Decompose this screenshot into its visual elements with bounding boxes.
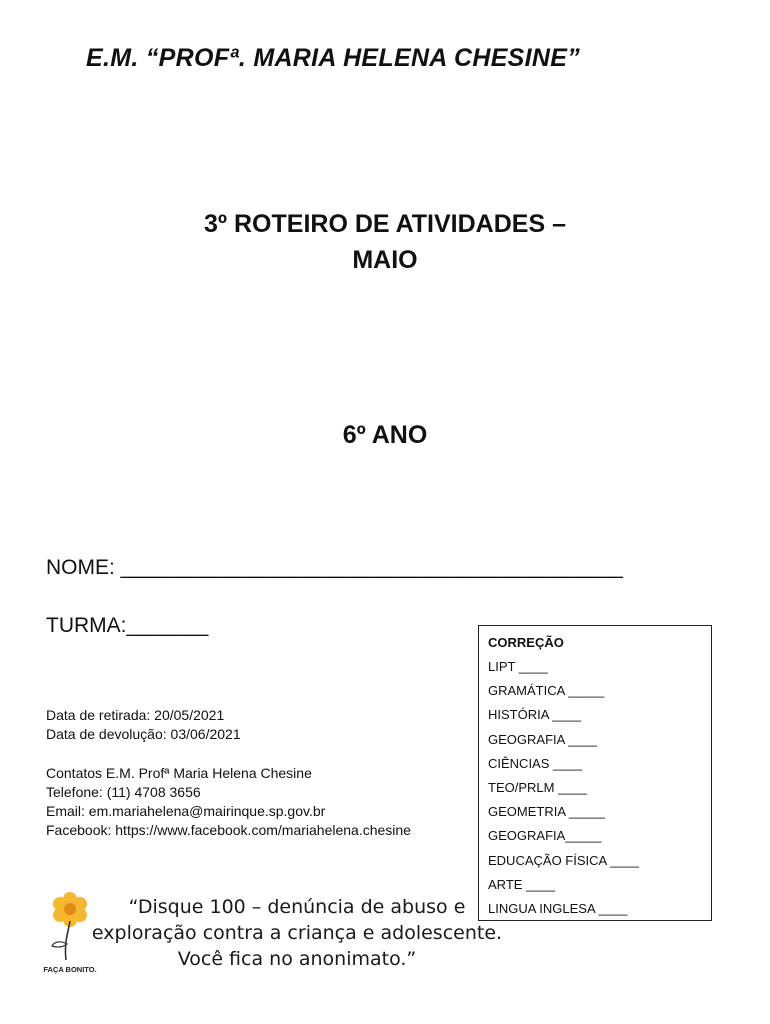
correction-item: ARTE ____ bbox=[488, 876, 555, 892]
contact-phone: Telefone: (11) 4708 3656 bbox=[46, 784, 201, 800]
quote-line2: exploração contra a criança e adolescente. bbox=[91, 922, 503, 944]
contacts-heading: Contatos E.M. Profª Maria Helena Chesine bbox=[46, 765, 312, 781]
correction-item: EDUCAÇÃO FÍSICA ____ bbox=[488, 852, 639, 868]
return-date: Data de devolução: 03/06/2021 bbox=[46, 726, 241, 742]
correction-box bbox=[478, 625, 712, 921]
contact-facebook: Facebook: https://www.facebook.com/mariahelena.chesine bbox=[46, 822, 411, 838]
correction-item: GEOGRAFIA_____ bbox=[488, 828, 602, 844]
correction-item: TEO/PRLM ____ bbox=[488, 779, 587, 795]
correction-item: GRAMÁTICA _____ bbox=[488, 683, 605, 699]
correction-item: CIÊNCIAS ____ bbox=[488, 755, 582, 771]
contact-email: Email: em.mariahelena@mairinque.sp.gov.br bbox=[46, 803, 326, 819]
hotline-quote bbox=[80, 894, 514, 972]
correction-item: LINGUA INGLESA ____ bbox=[488, 900, 628, 916]
logo-text: FAÇA BONITO. bbox=[43, 965, 97, 974]
name-field[interactable]: NOME: ___________________________________________ bbox=[46, 556, 623, 579]
school-title: E.M. “PROFª. MARIA HELENA CHESINE” bbox=[86, 44, 581, 72]
grade-label: 6º ANO bbox=[342, 421, 428, 449]
correction-title: CORREÇÃO bbox=[488, 635, 564, 650]
document-title-line2: MAIO bbox=[352, 246, 418, 274]
dates-block bbox=[46, 706, 241, 744]
class-field[interactable]: TURMA:_______ bbox=[46, 614, 209, 637]
correction-item: GEOGRAFIA ____ bbox=[488, 731, 598, 747]
quote-line3: Você fica no anonimato.” bbox=[177, 948, 417, 970]
document-title bbox=[0, 206, 770, 278]
correction-item: GEOMETRIA _____ bbox=[488, 804, 606, 820]
pickup-date: Data de retirada: 20/05/2021 bbox=[46, 707, 225, 723]
correction-item: HISTÓRIA ____ bbox=[488, 707, 582, 723]
correction-item: LIPT ____ bbox=[488, 659, 548, 674]
contacts-block bbox=[46, 764, 411, 840]
quote-line1: “Disque 100 – denúncia de abuso e bbox=[128, 896, 466, 918]
document-title-line1: 3º ROTEIRO DE ATIVIDADES – bbox=[204, 210, 566, 238]
